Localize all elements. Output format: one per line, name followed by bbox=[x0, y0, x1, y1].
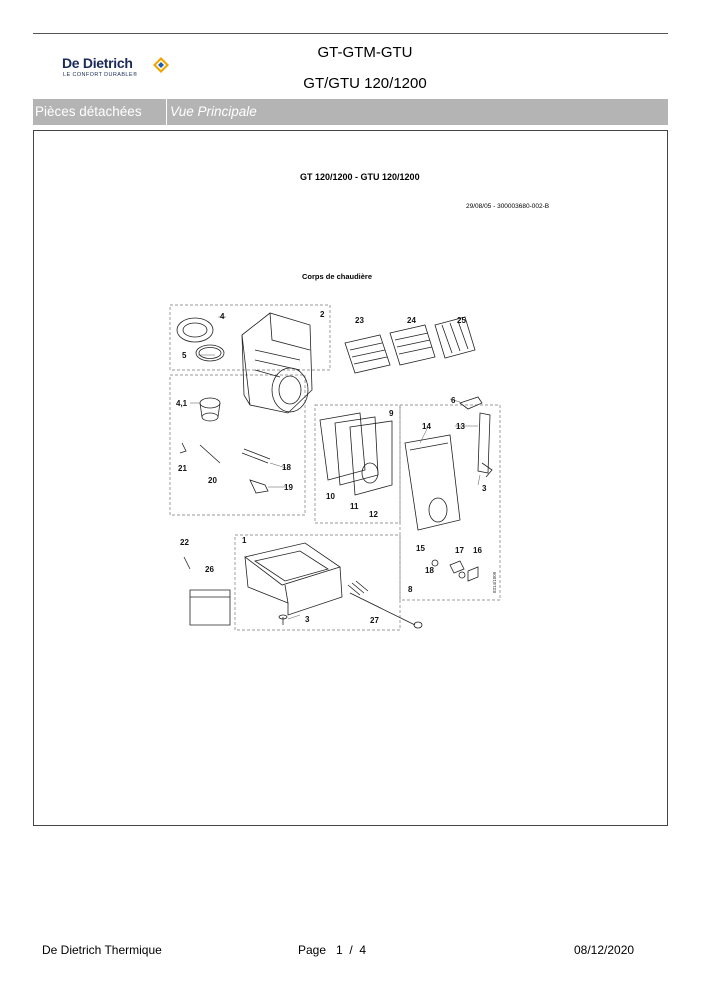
part-label: 24 bbox=[407, 316, 416, 325]
chassis-frame-part bbox=[245, 543, 342, 615]
part-label: 6 bbox=[451, 396, 456, 405]
drawing-title: GT 120/1200 - GTU 120/1200 bbox=[300, 172, 420, 182]
part-label: 18 bbox=[282, 463, 291, 472]
door-hardware bbox=[432, 560, 478, 581]
part-label: 27 bbox=[370, 616, 379, 625]
part-label: 5 bbox=[182, 351, 187, 360]
screw-part bbox=[279, 615, 287, 625]
view-label: Vue Principale bbox=[170, 104, 257, 119]
band-separator bbox=[166, 99, 167, 125]
front-door-part bbox=[405, 413, 492, 530]
part-label: 1 bbox=[242, 536, 247, 545]
turbulator-grids bbox=[345, 317, 475, 373]
part-label: 17 bbox=[455, 546, 464, 555]
sleeve-part bbox=[200, 398, 220, 421]
part-label: 23 bbox=[355, 316, 364, 325]
small-fittings bbox=[180, 443, 270, 493]
part-label: 11 bbox=[350, 502, 359, 511]
document-subtitle: GT/GTU 120/1200 bbox=[303, 75, 427, 92]
logo-diamond-icon bbox=[152, 56, 170, 74]
part-label: 25 bbox=[457, 316, 466, 325]
part-label: 4,1 bbox=[176, 399, 188, 408]
part-label: 16 bbox=[473, 546, 482, 555]
part-label: 3 bbox=[305, 615, 310, 624]
part-label: 14 bbox=[422, 422, 431, 431]
top-rule bbox=[33, 33, 668, 34]
leader-lines bbox=[190, 317, 480, 619]
group-outlines bbox=[170, 305, 500, 630]
drawing-reference: 29/08/05 - 300003680-002-B bbox=[466, 203, 550, 210]
document-title: GT-GTM-GTU bbox=[317, 44, 413, 61]
logo-name: De Dietrich bbox=[62, 55, 133, 71]
drawing-side-code: 8314/1009 bbox=[492, 571, 497, 593]
part-label: 15 bbox=[416, 544, 425, 553]
section-band bbox=[33, 99, 668, 125]
exploded-parts-diagram bbox=[160, 295, 510, 640]
boiler-body-part bbox=[242, 313, 312, 413]
part-label: 20 bbox=[208, 476, 217, 485]
logo-tagline: LE CONFORT DURABLE® bbox=[63, 72, 138, 78]
brand-logo bbox=[62, 52, 172, 82]
footer-company: De Dietrich Thermique bbox=[42, 943, 162, 957]
part-label: 26 bbox=[205, 565, 214, 574]
part-label: 21 bbox=[178, 464, 187, 473]
part-label: 13 bbox=[456, 422, 465, 431]
part-label: 9 bbox=[389, 409, 394, 418]
baffle-plates bbox=[320, 413, 392, 495]
part-label: 18 bbox=[425, 566, 434, 575]
part-label: 22 bbox=[180, 538, 189, 547]
part-label: 10 bbox=[326, 492, 335, 501]
handle-part bbox=[460, 397, 482, 409]
footer-date: 08/12/2020 bbox=[574, 943, 635, 957]
part-label: 4 bbox=[220, 312, 225, 321]
drawing-caption: Corps de chaudière bbox=[302, 272, 373, 281]
part-label: 12 bbox=[369, 510, 378, 519]
part-labels bbox=[176, 310, 487, 625]
part-label: 19 bbox=[284, 483, 293, 492]
page-indicator: Page 1 / 4 bbox=[298, 943, 367, 957]
section-label: Pièces détachées bbox=[35, 104, 142, 119]
part-label: 8 bbox=[408, 585, 413, 594]
part-label: 3 bbox=[482, 484, 487, 493]
part-label: 2 bbox=[320, 310, 325, 319]
